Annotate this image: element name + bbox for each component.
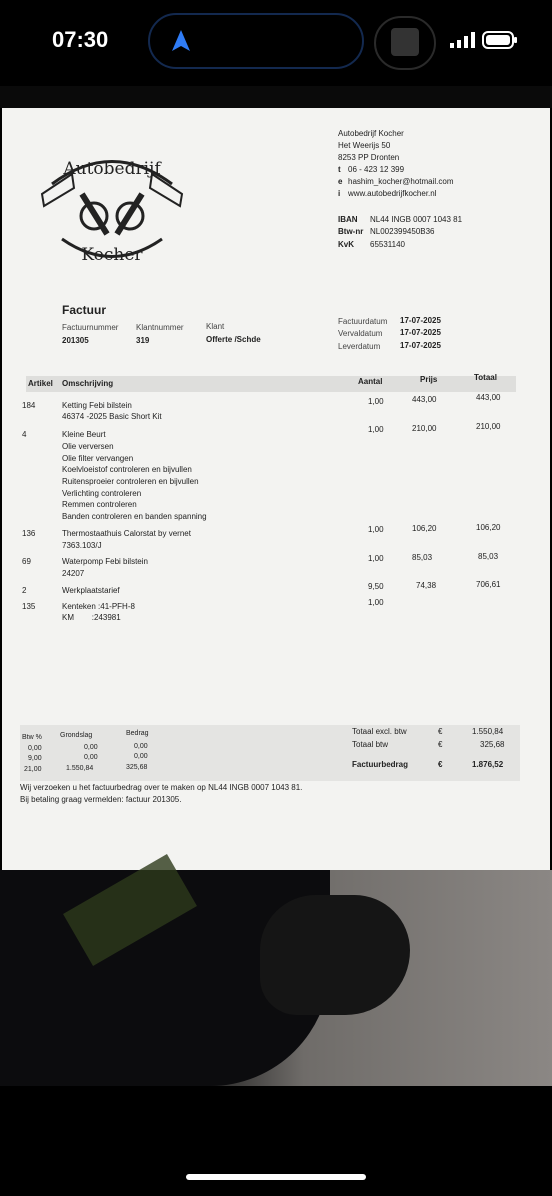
row-line: Ruitensproeier controleren en bijvullen [62,477,199,486]
row-price: 106,20 [412,524,437,533]
logo-bottom-text: Kocher [81,245,143,265]
web-label: i [338,189,341,198]
invoice-amount-label: Factuurbedrag [352,760,409,769]
col-description: Omschrijving [62,379,114,388]
status-time: 07:30 [52,27,109,52]
vat-amount: 325,68 [126,764,148,771]
vat-col-base: Grondslag [60,732,93,739]
row-article: 4 [22,430,27,439]
shoe-photo [260,895,410,1015]
row-line: KM :243981 [62,613,121,622]
activity-thumbnail[interactable] [374,16,436,70]
home-indicator[interactable] [186,1174,366,1180]
delivery-date: 17-07-2025 [400,341,441,350]
company-phone: 06 - 423 12 399 [348,165,405,174]
company-email: hashim_kocher@hotmail.com [348,177,454,186]
dynamic-island[interactable] [148,13,364,69]
client-label: Klant [206,322,225,331]
row-line: Kenteken :41-PFH-8 [62,602,135,611]
row-price: 74,38 [416,581,437,590]
navigation-arrow-icon [168,28,194,54]
row-line: Remmen controleren [62,500,137,509]
invoice-amount: 1.876,52 [472,760,504,769]
row-article: 184 [22,401,36,410]
row-price: 443,00 [412,395,437,404]
vat-rate: 21,00 [24,766,42,773]
row-article: 136 [22,529,36,538]
row-line: Werkplaatstarief [62,586,120,595]
due-date-label: Vervaldatum [338,329,383,338]
photo-background [0,86,552,108]
vat-rate: 9,00 [28,755,42,762]
vat-base: 1.550,84 [66,765,94,772]
currency-symbol: € [438,740,443,749]
invoice-title: Factuur [62,303,107,317]
payment-note: Wij verzoeken u het factuurbedrag over te maken op NL44 INGB 0007 1043 81. [20,783,303,792]
invoice-number-label: Factuurnummer [62,323,119,332]
row-qty: 1,00 [368,397,384,406]
row-total: 85,03 [478,552,499,561]
row-line: Olie verversen [62,442,114,451]
company-logo [32,144,192,269]
company-web: www.autobedrijfkocher.nl [348,189,437,198]
company-btw: NL002399450B36 [370,227,435,236]
battery-icon [482,30,518,50]
col-price: Prijs [420,375,438,384]
col-article: Artikel [28,379,53,388]
company-kvk: 65531140 [370,240,405,249]
row-article: 69 [22,557,31,566]
total-excl-label: Totaal excl. btw [352,727,407,736]
col-total: Totaal [474,373,497,382]
vat-col-rate: Btw % [22,734,42,741]
row-article: 135 [22,602,36,611]
row-line: Koelvloeistof controleren en bijvullen [62,465,192,474]
row-line: Kleine Beurt [62,430,106,439]
company-name: Autobedrijf Kocher [338,129,404,138]
client-number-label: Klantnummer [136,323,184,332]
row-qty: 1,00 [368,425,384,434]
company-iban: NL44 INGB 0007 1043 81 [370,215,463,224]
row-line: Waterpomp Febi bilstein [62,557,148,566]
vat-amount: 0,00 [134,753,148,760]
delivery-date-label: Leverdatum [338,342,381,351]
kvk-label: KvK [338,240,355,249]
row-qty: 1,00 [368,554,384,563]
total-excl: 1.550,84 [472,727,504,736]
phone-label: t [338,165,341,174]
row-line: Ketting Febi bilstein [62,401,132,410]
vat-amount: 0,00 [134,743,148,750]
row-price: 210,00 [412,424,437,433]
row-article: 2 [22,586,27,595]
row-total: 706,61 [476,580,501,589]
cellular-signal-icon [450,32,476,48]
total-btw-label: Totaal btw [352,740,389,749]
vat-col-amount: Bedrag [126,730,149,737]
btw-label: Btw-nr [338,227,364,236]
row-line: 24207 [62,569,85,578]
row-total: 106,20 [476,523,501,532]
row-total: 210,00 [476,422,501,431]
currency-symbol: € [438,760,443,769]
col-qty: Aantal [358,377,383,386]
reference-note: Bij betaling graag vermelden: factuur 201305. [20,795,182,804]
company-city: 8253 PP Dronten [338,153,400,162]
vat-rate: 0,00 [28,745,42,752]
logo-top-text: Autobedrijf [63,159,161,179]
status-bar [0,0,552,86]
row-price: 85,03 [412,553,433,562]
row-line: Olie filter vervangen [62,454,134,463]
row-qty: 9,50 [368,582,384,591]
vat-base: 0,00 [84,754,98,761]
iban-label: IBAN [338,215,358,224]
invoice-date: 17-07-2025 [400,316,441,325]
row-qty: 1,00 [368,598,384,607]
row-line: Thermostaathuis Calorstat by vernet [62,529,191,538]
row-line: 7363.103/J [62,541,102,550]
row-total: 443,00 [476,393,501,402]
invoice-number: 201305 [62,336,89,345]
due-date: 17-07-2025 [400,328,441,337]
row-line: 46374 -2025 Basic Short Kit [62,412,162,421]
row-line: Verlichting controleren [62,489,142,498]
invoice-document [2,108,550,878]
client-number: 319 [136,336,150,345]
invoice-date-label: Factuurdatum [338,317,388,326]
total-btw: 325,68 [480,740,505,749]
email-label: e [338,177,343,186]
totals-bar [20,725,520,781]
client-name: Offerte /Schde [206,335,261,344]
vat-base: 0,00 [84,744,98,751]
thumbnail-image [391,28,419,56]
currency-symbol: € [438,727,443,736]
row-line: Banden controleren en banden spanning [62,512,207,521]
row-qty: 1,00 [368,525,384,534]
company-street: Het Weerijs 50 [338,141,391,150]
